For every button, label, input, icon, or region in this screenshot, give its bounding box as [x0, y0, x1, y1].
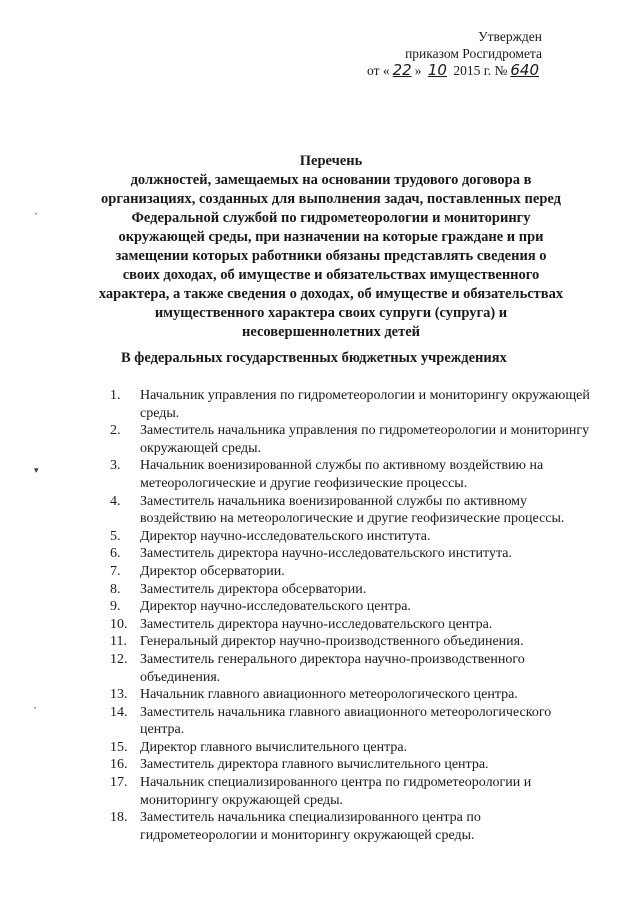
item-number: 6. [110, 546, 121, 562]
section-heading: В федеральных государственных бюджетных учреждениях [121, 350, 507, 366]
item-text: Заместитель начальника главного авиационного метеорологического центра. [140, 704, 552, 738]
item-number: 4. [110, 493, 121, 509]
item-number: 12. [110, 651, 128, 667]
approval-block [322, 28, 542, 79]
document-title [96, 152, 566, 342]
item-text: Директор научно-исследовательского центра. [140, 599, 411, 615]
list-item [110, 457, 590, 492]
item-text: Начальник военизированной службы по активному воздействию на метеорологические и другие геофизические процессы. [140, 458, 544, 491]
approval-prefix: от « [367, 63, 390, 78]
approval-day: 22 [392, 61, 412, 79]
item-text: Директор главного вычислительного центра. [140, 739, 408, 755]
list-item [110, 422, 590, 457]
list-item [110, 493, 590, 528]
list-item [110, 545, 590, 563]
item-number: 15. [110, 739, 128, 755]
approval-line-2: приказом Росгидромета [405, 46, 542, 61]
scan-dot: • [34, 706, 37, 712]
list-item [110, 581, 590, 599]
item-text: Заместитель генерального директора научно-производственного объединения. [140, 651, 525, 685]
item-text: Директор обсерватории. [140, 563, 285, 579]
list-item [110, 739, 590, 757]
item-number: 10. [110, 616, 128, 632]
item-number: 16. [110, 757, 128, 773]
item-number: 17. [110, 775, 128, 791]
title-text: должностей, замещаемых на основании трудового договора в организациях, созданных для выполнения задач, поставленных перед Федеральной службой по гидрометеорологии и мониторингу окружающей среды, при назначении на которые граждане и при замещении которых работники обязаны представлять сведения о своих доходах, об имуществе и обязательствах имущественного характера, а также сведения о доходах, об имуществе и обязательствах имущественного характера своих супруги (супруга) и несовершеннолетних детей [98, 172, 564, 340]
list-item [110, 563, 590, 581]
item-number: 5. [110, 528, 121, 544]
list-item [110, 704, 590, 739]
item-text: Начальник специализированного центра по гидрометеорологии и мониторингу окружающей среды. [140, 775, 532, 808]
item-number: 18. [110, 810, 128, 826]
scan-dot: • [35, 212, 38, 218]
item-text: Заместитель начальника управления по гидрометеорологии и мониторингу окружающей среды. [140, 423, 590, 456]
list-item [110, 686, 590, 704]
item-text: Заместитель начальника специализированного центра по гидрометеорологии и мониторингу окружающей среды. [140, 810, 481, 843]
approval-number: 640 [510, 61, 539, 79]
item-number: 1. [110, 388, 121, 403]
approval-mid: » [414, 63, 422, 78]
approval-month: 10 [427, 61, 447, 79]
approval-date-line [322, 62, 542, 79]
item-text: Заместитель начальника военизированной службы по активному воздействию на метеорологические и другие геофизические процессы. [140, 493, 565, 527]
scan-mark: ▾ [34, 465, 39, 475]
list-item [110, 616, 590, 634]
list-item [110, 598, 590, 616]
list-item [110, 809, 590, 844]
item-number: 13. [110, 687, 128, 703]
list-item [110, 633, 590, 651]
list-item [110, 651, 590, 686]
list-item [110, 774, 590, 809]
item-text: Начальник управления по гидрометеорологии и мониторингу окружающей среды. [140, 388, 590, 421]
item-text: Директор научно-исследовательского института. [140, 528, 431, 544]
item-number: 8. [110, 581, 121, 597]
item-number: 11. [110, 634, 127, 650]
item-text: Начальник главного авиационного метеорологического центра. [140, 687, 518, 703]
item-number: 9. [110, 599, 121, 615]
list-item [110, 528, 590, 546]
item-number: 2. [110, 423, 121, 439]
item-number: 7. [110, 563, 121, 579]
item-number: 14. [110, 704, 128, 720]
item-number: 3. [110, 458, 121, 474]
approval-year: 2015 г. № [453, 63, 508, 78]
item-text: Заместитель директора научно-исследовательского института. [140, 546, 512, 562]
list-item [110, 387, 590, 422]
title-heading: Перечень [299, 153, 363, 169]
item-text: Заместитель директора обсерватории. [140, 581, 367, 597]
list-item [110, 756, 590, 774]
approval-line-1: Утвержден [478, 29, 542, 44]
item-text: Заместитель директора научно-исследовательского центра. [140, 616, 493, 632]
positions-list [110, 387, 590, 844]
item-text: Генеральный директор научно-производственного объединения. [140, 634, 524, 650]
item-text: Заместитель директора главного вычислительного центра. [140, 757, 489, 773]
